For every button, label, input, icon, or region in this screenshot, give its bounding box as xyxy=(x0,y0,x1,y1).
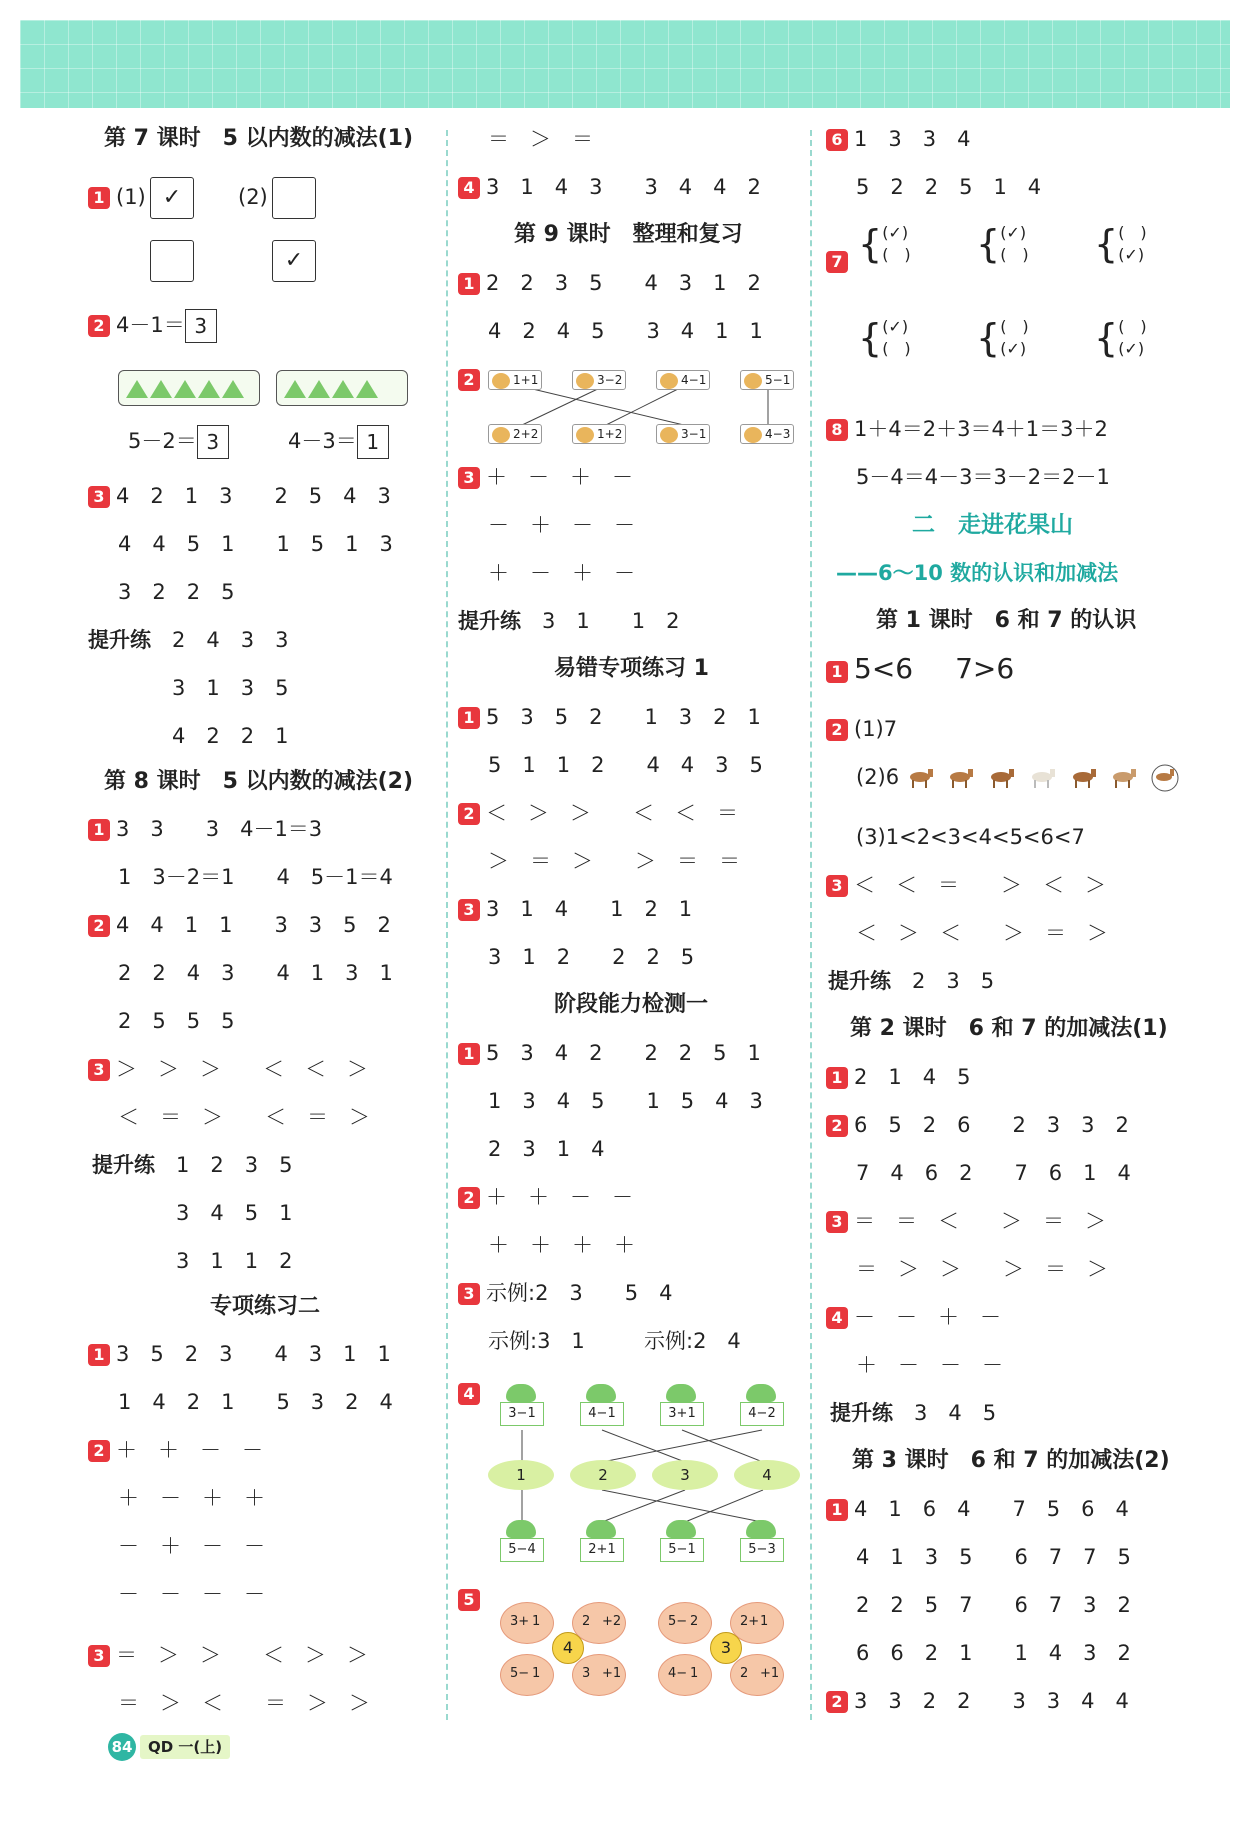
lesson-9-title: 第 9 课时 整理和复习 xyxy=(514,222,743,247)
animal-card: 4−3 xyxy=(740,424,794,444)
answer-text: 1＋4＝2＋3＝4＋1＝3＋2 xyxy=(854,417,1108,441)
animal-card: 1+1 xyxy=(488,370,542,390)
answer-box-checked: ✓ xyxy=(272,240,316,282)
tisheng-label: 提升练 xyxy=(92,1153,155,1177)
l3-q1-row-3: 2 2 5 7 6 7 3 2 xyxy=(856,1593,1131,1617)
question-number: 3 xyxy=(826,1211,848,1233)
answer-text: 5<6 xyxy=(854,652,914,685)
l3-q2-row xyxy=(826,1684,1129,1718)
l8-q1-row-2: 1 3－2＝1 4 5－1＝4 xyxy=(118,865,393,889)
answer-text: 3 1 4 3 3 4 4 2 xyxy=(486,175,761,199)
frog-card: 5−1 xyxy=(658,1520,704,1562)
question-number: 3 xyxy=(826,875,848,897)
answer-text: (1)7 xyxy=(854,717,898,741)
question-number: 4 xyxy=(458,177,480,199)
triangle-group-2 xyxy=(276,370,408,406)
answer-text: 2 1 4 5 xyxy=(854,1065,971,1089)
l3-q1-row-2: 4 1 3 5 6 7 7 5 xyxy=(856,1545,1131,1569)
zx-q2-row-4: － － － － xyxy=(118,1582,265,1606)
flower-2: 3 5− 2 2+ 1 4− 1 2 +1 xyxy=(650,1584,800,1704)
zx-q2-row-1 xyxy=(88,1433,263,1467)
page-number: 84 xyxy=(108,1733,136,1761)
question-number: 1 xyxy=(88,819,110,841)
jd-q1-row-2: 1 3 4 5 1 5 4 3 xyxy=(488,1089,763,1113)
expression: 5－2＝ xyxy=(128,429,197,453)
l1-tisheng-row: 2 3 5 xyxy=(912,969,995,993)
l1-q2-row-3: (3)1<2<3<4<5<6<7 xyxy=(856,825,1085,849)
l9-q2-number xyxy=(458,362,486,396)
answer-box-empty xyxy=(272,177,316,219)
question-number: 1 xyxy=(826,661,848,683)
zx-q1-row-1 xyxy=(88,1337,391,1371)
tisheng-label: 提升练 xyxy=(88,628,151,652)
yc-q1-row-1 xyxy=(458,700,761,734)
zx-q3-row-2: ＝ ＞ ＜ ＝ ＞ ＞ xyxy=(118,1691,370,1715)
jd-q3-row-1 xyxy=(458,1276,673,1310)
answer-text: 3 5 2 3 4 3 1 1 xyxy=(116,1342,391,1366)
l3-q1-row-4: 6 6 2 1 1 4 3 2 xyxy=(856,1641,1131,1665)
answer-text: ＜ ＜ ＝ ＞ ＜ ＞ xyxy=(854,873,1106,897)
answer-text: ＋ ＋ － － xyxy=(486,1185,633,1209)
answer-text: 3 3 3 4－1＝3 xyxy=(116,817,323,841)
question-number: 2 xyxy=(88,1440,110,1462)
l8-q3-row-2: ＜ ＝ ＞ ＜ ＝ ＞ xyxy=(118,1105,370,1129)
l2-q2-row-2: 7 4 6 2 7 6 1 4 xyxy=(856,1161,1131,1185)
animal-card: 3−2 xyxy=(572,370,626,390)
answer-text: 4 4 1 1 3 3 5 2 xyxy=(116,913,391,937)
answer-text: 5 3 4 2 2 2 5 1 xyxy=(486,1041,761,1065)
l2-q1-row xyxy=(826,1060,970,1094)
animal-card: 2+2 xyxy=(488,424,542,444)
answer-text: 3 1 4 1 2 1 xyxy=(486,897,693,921)
answer-text: ＝ ＝ ＜ ＞ ＝ ＞ xyxy=(854,1209,1106,1233)
error-practice-title: 易错专项练习 1 xyxy=(554,656,709,681)
question-number: 2 xyxy=(826,1115,848,1137)
question-number: 3 xyxy=(458,467,480,489)
column-divider-2 xyxy=(810,130,812,1720)
zx-q3-row-1 xyxy=(88,1638,368,1672)
lesson-3-title: 第 3 课时 6 和 7 的加减法(2) xyxy=(852,1448,1170,1473)
question-number: 1 xyxy=(458,273,480,295)
answer-box-checked: ✓ xyxy=(150,177,194,219)
col3-q6-row-2: 5 2 2 5 1 4 xyxy=(856,175,1042,199)
col2-q4-row xyxy=(458,170,761,204)
lesson-2-title: 第 2 课时 6 和 7 的加减法(1) xyxy=(850,1016,1168,1041)
col3-q8-row-1 xyxy=(826,412,1108,446)
q3-row-2: 4 4 5 1 1 5 1 3 xyxy=(118,532,393,556)
tisheng-row-2: 3 1 3 5 xyxy=(172,676,289,700)
expression: 4－1＝ xyxy=(116,313,185,337)
number-oval: 2 xyxy=(570,1460,636,1490)
frog-card: 3−1 xyxy=(498,1384,544,1426)
zx-q2-row-2: ＋ － ＋ ＋ xyxy=(118,1486,265,1510)
brace-pair: { (✓) ( ) xyxy=(858,222,911,266)
q1-label-2: (2) xyxy=(238,185,268,209)
special-practice-2-title: 专项练习二 xyxy=(210,1294,321,1319)
number-oval: 1 xyxy=(488,1460,554,1490)
question-number: 1 xyxy=(826,1499,848,1521)
answer-text: 示例:2 3 5 4 xyxy=(486,1281,673,1305)
answer-text: 6 5 2 6 2 3 3 2 xyxy=(854,1113,1129,1137)
q2-row-3 xyxy=(288,424,389,458)
answer-text: 5 3 5 2 1 3 2 1 xyxy=(486,705,761,729)
question-number: 2 xyxy=(458,803,480,825)
brace-pair: { ( ) (✓) xyxy=(1094,222,1147,266)
brace-pair: { ( ) (✓) xyxy=(976,316,1029,360)
horse-icon xyxy=(1069,767,1099,789)
answer-text: 1 3 3 4 xyxy=(854,127,971,151)
l3-q1-row-1 xyxy=(826,1492,1129,1526)
col3-q6-row-1 xyxy=(826,122,970,156)
jd-q2-row-1 xyxy=(458,1180,633,1214)
frog-card: 5−3 xyxy=(738,1520,784,1562)
question-number: 3 xyxy=(458,899,480,921)
l8-tisheng-row-2: 3 4 5 1 xyxy=(176,1201,293,1225)
answer-text: ＋ － ＋ － xyxy=(486,465,633,489)
tisheng-label: 提升练 xyxy=(458,609,521,633)
l8-q2-row-2: 2 2 4 3 4 1 3 1 xyxy=(118,961,393,985)
horse-icon xyxy=(1109,767,1139,789)
number-oval: 4 xyxy=(734,1460,800,1490)
question-number: 2 xyxy=(458,369,480,391)
yc-q2-row-2: ＞ ＝ ＞ ＞ ＝ ＝ xyxy=(488,849,740,873)
yc-q2-row-1 xyxy=(458,796,738,830)
zx-q1-row-2: 1 4 2 1 5 3 2 4 xyxy=(118,1390,393,1414)
tisheng-row-3: 4 2 2 1 xyxy=(172,724,289,748)
q1-label-1: (1) xyxy=(116,185,146,209)
circled-horse-icon xyxy=(1150,763,1180,793)
answer-box: 1 xyxy=(357,425,389,459)
q3-row-1 xyxy=(88,479,391,513)
answer-text: ＜ ＞ ＞ ＜ ＜ ＝ xyxy=(486,801,738,825)
question-number: 3 xyxy=(88,1645,110,1667)
l9-q1-row-1 xyxy=(458,266,761,300)
answer-text: 4 2 1 3 2 5 4 3 xyxy=(116,484,391,508)
jd-q3-row-2a: 示例:3 1 xyxy=(488,1329,585,1353)
l1-q2-row-1 xyxy=(826,712,897,746)
question-number: 2 xyxy=(458,1187,480,1209)
l2-q4-row-1 xyxy=(826,1300,1001,1334)
answer-box: 3 xyxy=(185,309,217,343)
edition-tag: QD 一(上) xyxy=(140,1735,230,1759)
question-number: 2 xyxy=(88,315,110,337)
horse-icon xyxy=(906,767,936,789)
zx-q2-row-3: － ＋ － － xyxy=(118,1534,265,1558)
answer-text: ＝ ＞ ＞ ＜ ＞ ＞ xyxy=(116,1643,368,1667)
l8-q3-row-1 xyxy=(88,1052,368,1086)
answer-text: 3 3 2 2 3 3 4 4 xyxy=(854,1689,1129,1713)
question-number: 4 xyxy=(458,1383,480,1405)
l8-tisheng-row-1: 1 2 3 5 xyxy=(176,1153,293,1177)
l8-tisheng-row-3: 3 1 1 2 xyxy=(176,1249,293,1273)
l9-q3-row-2: － ＋ － － xyxy=(488,513,635,537)
frog-card: 2+1 xyxy=(578,1520,624,1562)
answer-text: 2 2 3 5 4 3 1 2 xyxy=(486,271,761,295)
question-number: 1 xyxy=(88,1344,110,1366)
l2-q3-row-2: ＝ ＞ ＞ ＞ ＝ ＞ xyxy=(856,1257,1108,1281)
header-banner xyxy=(20,20,1230,108)
horse-icon xyxy=(946,767,976,789)
answer-text: ＞ ＞ ＞ ＜ ＜ ＞ xyxy=(116,1057,368,1081)
flower-1: 4 3+ 1 2 +2 5− 1 3 +1 xyxy=(492,1584,642,1704)
yc-q3-row-1 xyxy=(458,892,692,926)
frog-card: 4−1 xyxy=(578,1384,624,1426)
q2-row-1 xyxy=(88,308,217,342)
lesson-7-title: 第 7 课时 5 以内数的减法(1) xyxy=(104,126,414,151)
l1-q3-row-1 xyxy=(826,868,1106,902)
question-number: 2 xyxy=(88,915,110,937)
animal-card: 1+2 xyxy=(572,424,626,444)
column-divider-1 xyxy=(446,130,448,1720)
jd-q1-row-1 xyxy=(458,1036,761,1070)
frog-card: 5−4 xyxy=(498,1520,544,1562)
question-number: 7 xyxy=(826,251,848,273)
unit-subtitle: ——6～10 数的认识和加减法 xyxy=(836,561,1119,585)
l1-q2-row-2 xyxy=(856,760,1184,794)
answer-text: ＋ ＋ － － xyxy=(116,1438,263,1462)
col3-q7-number xyxy=(826,244,854,278)
l2-tisheng-row: 3 4 5 xyxy=(914,1401,997,1425)
horse-icon xyxy=(987,767,1017,789)
answer-text: － － ＋ － xyxy=(854,1305,1001,1329)
animal-card: 5−1 xyxy=(740,370,794,390)
jd-q5-number xyxy=(458,1582,486,1616)
expression: 4－3＝ xyxy=(288,429,357,453)
l9-q3-row-1 xyxy=(458,460,633,494)
question-number: 4 xyxy=(826,1307,848,1329)
tisheng-row-1: 2 4 3 3 xyxy=(172,628,289,652)
question-number: 1 xyxy=(826,1067,848,1089)
question-number: 1 xyxy=(88,187,110,209)
brace-pair: { (✓) ( ) xyxy=(858,316,911,360)
stage-test-title: 阶段能力检测一 xyxy=(554,992,709,1017)
frog-card: 3+1 xyxy=(658,1384,704,1426)
l8-q1-row-1 xyxy=(88,812,322,846)
animal-card: 3−1 xyxy=(656,424,710,444)
l8-q2-row-3: 2 5 5 5 xyxy=(118,1009,235,1033)
q2-row-2 xyxy=(128,424,229,458)
l2-q4-row-2: ＋ － － － xyxy=(856,1353,1003,1377)
unit-title: 二 走进花果山 xyxy=(912,512,1073,538)
question-number: 3 xyxy=(458,1283,480,1305)
jd-q2-row-2: ＋ ＋ ＋ ＋ xyxy=(488,1233,635,1257)
answer-text: 4 1 6 4 7 5 6 4 xyxy=(854,1497,1129,1521)
yc-q3-row-2: 3 1 2 2 2 5 xyxy=(488,945,695,969)
frog-card: 4−2 xyxy=(738,1384,784,1426)
lesson-8-title: 第 8 课时 5 以内数的减法(2) xyxy=(104,769,414,794)
q1-row xyxy=(88,180,146,214)
question-number: 1 xyxy=(458,1043,480,1065)
horse-icon xyxy=(1028,767,1058,789)
answer-text: (2)6 xyxy=(856,765,900,789)
lesson-1-title: 第 1 课时 6 和 7 的认识 xyxy=(876,608,1137,633)
question-number: 1 xyxy=(458,707,480,729)
l9-tisheng-row: 3 1 1 2 xyxy=(542,609,680,633)
question-number: 5 xyxy=(458,1589,480,1611)
col3-q8-row-2: 5－4＝4－3＝3－2＝2－1 xyxy=(856,465,1110,489)
number-oval: 3 xyxy=(652,1460,718,1490)
l9-q1-row-2: 4 2 4 5 3 4 1 1 xyxy=(488,319,763,343)
animal-card: 4−1 xyxy=(656,370,710,390)
q3-row-3: 3 2 2 5 xyxy=(118,580,235,604)
answer-text: 7>6 xyxy=(955,652,1015,685)
question-number: 2 xyxy=(826,719,848,741)
l9-q3-row-3: ＋ － ＋ － xyxy=(488,561,635,585)
question-number: 3 xyxy=(88,486,110,508)
answer-box: 3 xyxy=(197,425,229,459)
l2-q2-row-1 xyxy=(826,1108,1129,1142)
triangle-group-1 xyxy=(118,370,260,406)
jd-q4-number xyxy=(458,1376,486,1410)
jd-q1-row-3: 2 3 1 4 xyxy=(488,1137,605,1161)
question-number: 6 xyxy=(826,129,848,151)
question-number: 3 xyxy=(88,1059,110,1081)
l8-q2-row-1 xyxy=(88,908,391,942)
brace-pair: { ( ) (✓) xyxy=(1094,316,1147,360)
l2-q3-row-1 xyxy=(826,1204,1106,1238)
l1-q1-row xyxy=(826,652,1014,686)
tisheng-label: 提升练 xyxy=(830,1401,893,1425)
l1-q3-row-2: ＜ ＞ ＜ ＞ ＝ ＞ xyxy=(856,921,1108,945)
yc-q1-row-2: 5 1 1 2 4 4 3 5 xyxy=(488,753,763,777)
brace-pair: { (✓) ( ) xyxy=(976,222,1029,266)
col2-top-row: ＝ ＞ ＝ xyxy=(488,127,593,151)
answer-box-empty xyxy=(150,240,194,282)
question-number: 8 xyxy=(826,419,848,441)
tisheng-label: 提升练 xyxy=(828,969,891,993)
question-number: 2 xyxy=(826,1691,848,1713)
jd-q3-row-2b: 示例:2 4 xyxy=(644,1329,741,1353)
